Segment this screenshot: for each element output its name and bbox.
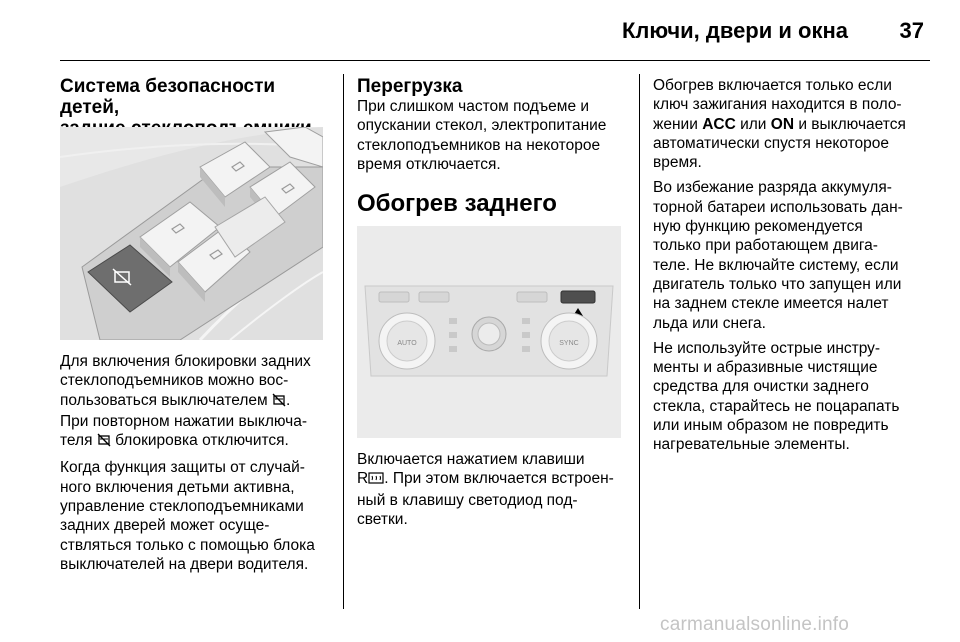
header-divider <box>60 60 930 61</box>
column-1-body <box>60 352 330 574</box>
column-divider-1 <box>343 74 344 609</box>
rear-defrost-icon <box>368 471 384 490</box>
column-divider-2 <box>639 74 640 609</box>
overload-text: При слишком частом подъеме и опускании стекол, электропитание стеклоподъемников на некоторое время отключается. <box>357 98 607 173</box>
page-header-title: Ключи, двери и окна <box>622 18 848 43</box>
heating-activation-text: Обогрев включается только если ключ зажигания находится в поло- жении ACC или ON и выключается автоматически спустя некоторое время. <box>653 77 906 172</box>
column-2-body <box>357 450 629 529</box>
cleaning-warning-text: Не используйте острые инстру- менты и абразивные чистящие средства для очистки заднего стекла, старайтесь не поцарапать или иным образом не повредить нагревательные элементы. <box>653 339 900 454</box>
rear-window-heating-text: Включается нажатием клавиши R . При этом включается встроен- ный в клавишу светодиод под- светки. <box>357 451 614 528</box>
child-lock-description: Когда функция защиты от случай- ного включения детьми активна, управление стеклоподъемниками задних дверей может осуще- ствляться только с помощью блока выключателей на двери водителя. <box>60 459 315 573</box>
child-lock-instruction: Для включения блокировки задних стеклоподъемников можно вос- пользоваться выключателем . При повторном нажатии выключа- теля блокировка отключится. <box>60 352 330 452</box>
rear-window-heating-heading: Обогрев заднего <box>357 190 557 218</box>
sync-label: SYNC <box>559 340 579 347</box>
battery-warning-text: Во избежание разряда аккумуля- торной батареи использовать дан- ную функцию рекомендуется только при работающем двига- теле. Не включайте систему, если двигатель только что запущен или на заднем стекле имеется налет льда или снега. <box>653 179 903 332</box>
child-lock-icon <box>272 393 286 412</box>
climate-control-figure <box>357 226 621 438</box>
section-heading-child-safety: Система безопасности детей, <box>60 76 276 118</box>
rear-defrost-button <box>561 291 595 303</box>
overload-heading: Перегрузка <box>357 76 463 97</box>
on-position: ON <box>770 115 795 133</box>
child-lock-icon <box>97 433 111 452</box>
watermark: carmanualsonline.info <box>660 614 850 635</box>
column-2 <box>357 76 629 246</box>
auto-label: AUTO <box>397 340 417 347</box>
column-3 <box>653 76 925 455</box>
page-number: 37 <box>899 18 924 43</box>
window-switch-figure <box>60 127 323 340</box>
acc-position: ACC <box>702 115 736 133</box>
